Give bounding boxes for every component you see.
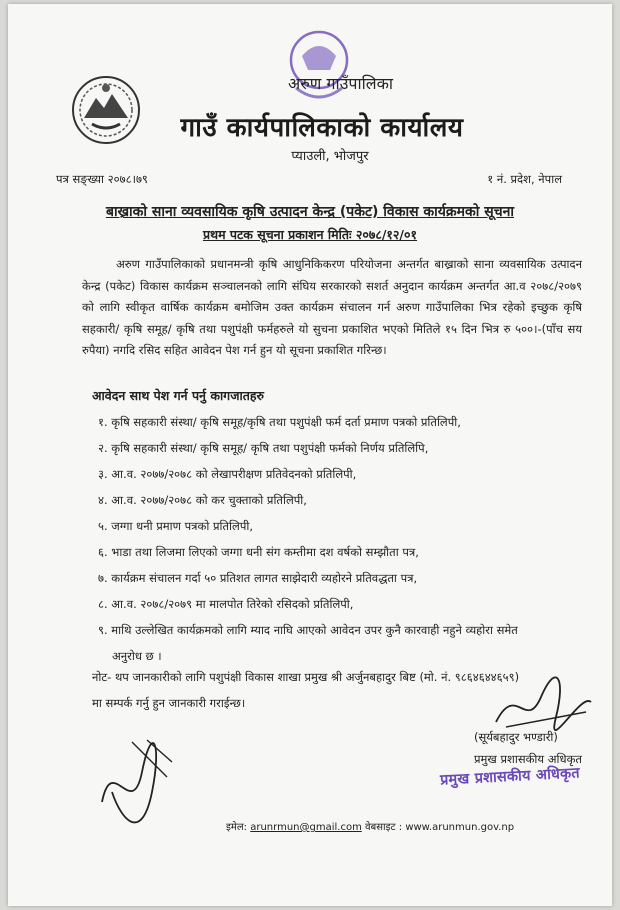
- notice-heading: बाख्राको साना व्यवसायिक कृषि उत्पादन केन्द्र (पकेट) विकास कार्यक्रमको सूचना: [105, 204, 515, 220]
- list-item: ६. भाडा तथा लिजमा लिएको जग्गा धनी संग कम्तीमा दश वर्षको सम्झौता पत्र,: [98, 545, 419, 559]
- list-item: ३. आ.व. २०७७/२०७८ को लेखापरीक्षण प्रतिवेदनको प्रतिलिपी,: [98, 467, 357, 481]
- list-item-line: अनुरोध छ ।: [112, 649, 162, 663]
- email-label: इमेल:: [226, 822, 248, 833]
- list-item: ७. कार्यक्रम संचालन गर्दा ५० प्रतिशत लागत साझेदारी व्यहोरने प्रतिवद्धता पत्र,: [98, 571, 418, 585]
- note-line: नोट- थप जानकारीको लागि पशुपंक्षी विकास शाखा प्रमुख श्री अर्जुनबहादुर बिष्ट (मो. नं. ९८६४६४४६५९): [92, 670, 520, 684]
- list-item: २. कृषि सहकारी संस्था/ कृषि समूह/ कृषि तथा पशुपंक्षी फर्मको निर्णय प्रतिलिपि,: [98, 441, 429, 455]
- list-item: ४. आ.व. २०७७/२०७८ को कर चुक्ताको प्रतिलिपी,: [98, 493, 307, 507]
- email-link[interactable]: arunrmun@gmail.com: [250, 822, 362, 833]
- documents-list: [98, 409, 598, 669]
- letter-number: पत्र सङ्ख्या २०७८।७९: [56, 172, 148, 186]
- initial-signature-icon: [92, 732, 176, 828]
- signatory-name: (सूर्यबहादुर भण्डारी): [474, 730, 558, 744]
- list-item: ८. आ.व. २०७८/२०७९ मा मालपोत तिरेको रसिदको प्रतिलिपी,: [98, 597, 354, 611]
- note-line: मा सम्पर्क गर्नु हुन जानकारी गराईन्छ।: [92, 696, 246, 710]
- list-item: १. कृषि सहकारी संस्था/ कृषि समूह/कृषि तथा पशुपंक्षी फर्म दर्ता प्रमाण पत्रको प्रतिलिपी,: [98, 415, 461, 429]
- office-address: प्याउली, भोजपुर: [291, 149, 369, 164]
- municipality-name: अरुण गाउँपालिका: [288, 74, 394, 93]
- official-stamp: प्रमुख प्रशासकीय अधिकृत: [439, 765, 581, 789]
- list-item: [98, 617, 598, 669]
- list-item-line: ९. माथि उल्लेखित कार्यक्रमको लागि म्याद नाघि आएको आवेदन उपर कुनै कारवाही नहुने व्यहोरा समेत: [98, 623, 518, 637]
- province-label: १ नं. प्रदेश, नेपाल: [487, 172, 562, 186]
- notice-body: अरुण गाउँपालिकाको प्रधानमन्त्री कृषि आधुनिकिकरण परियोजना अन्तर्गत बाख्राको साना व्यवसायिक उत्पादन केन्द्र (पकेट) विकास कार्यक्रम सञ्चालनको लागि संघिय सरकारको सशर्त अनुदान कार्यक्रम अन्तर्गत आ.व २०७८/२०७९ को लागि स्वीकृत वार्षिक कार्यक्रम बमोजिम उक्त कार्यक्रम संचालन गर्न अरुण गाउँपालिका भित्र रहेको इच्छुक कृषि सहकारी/ कृषि समूह/ कृषि तथा पशुपंक्षी फर्महरुले यो सुचना प्रकाशित भएको मितिले १५ दिन भित्र रु ५००।-(पाँच सय रुपैया) नगदि रसिद सहित आवेदन पेश गर्न हुन यो सूचना प्रकाशित गरिन्छ।: [82, 257, 582, 357]
- list-item: ५. जग्गा धनी प्रमाण पत्रको प्रतिलिपी,: [98, 519, 253, 533]
- footer-contact: [226, 819, 514, 833]
- notice-document: [8, 4, 612, 906]
- website-link[interactable]: www.arunmun.gov.np: [405, 822, 515, 833]
- office-title: गाउँ कार्यपालिकाको कार्यालय: [180, 113, 464, 143]
- publication-date: प्रथम पटक सूचना प्रकाशन मितिः २०७८/१२/०१: [202, 227, 418, 242]
- signatory-title: प्रमुख प्रशासकीय अधिकृत: [474, 752, 582, 766]
- website-label: वेबसाइट :: [365, 822, 403, 833]
- documents-heading: आवेदन साथ पेश गर्न पर्नु कागजातहरु: [92, 388, 264, 403]
